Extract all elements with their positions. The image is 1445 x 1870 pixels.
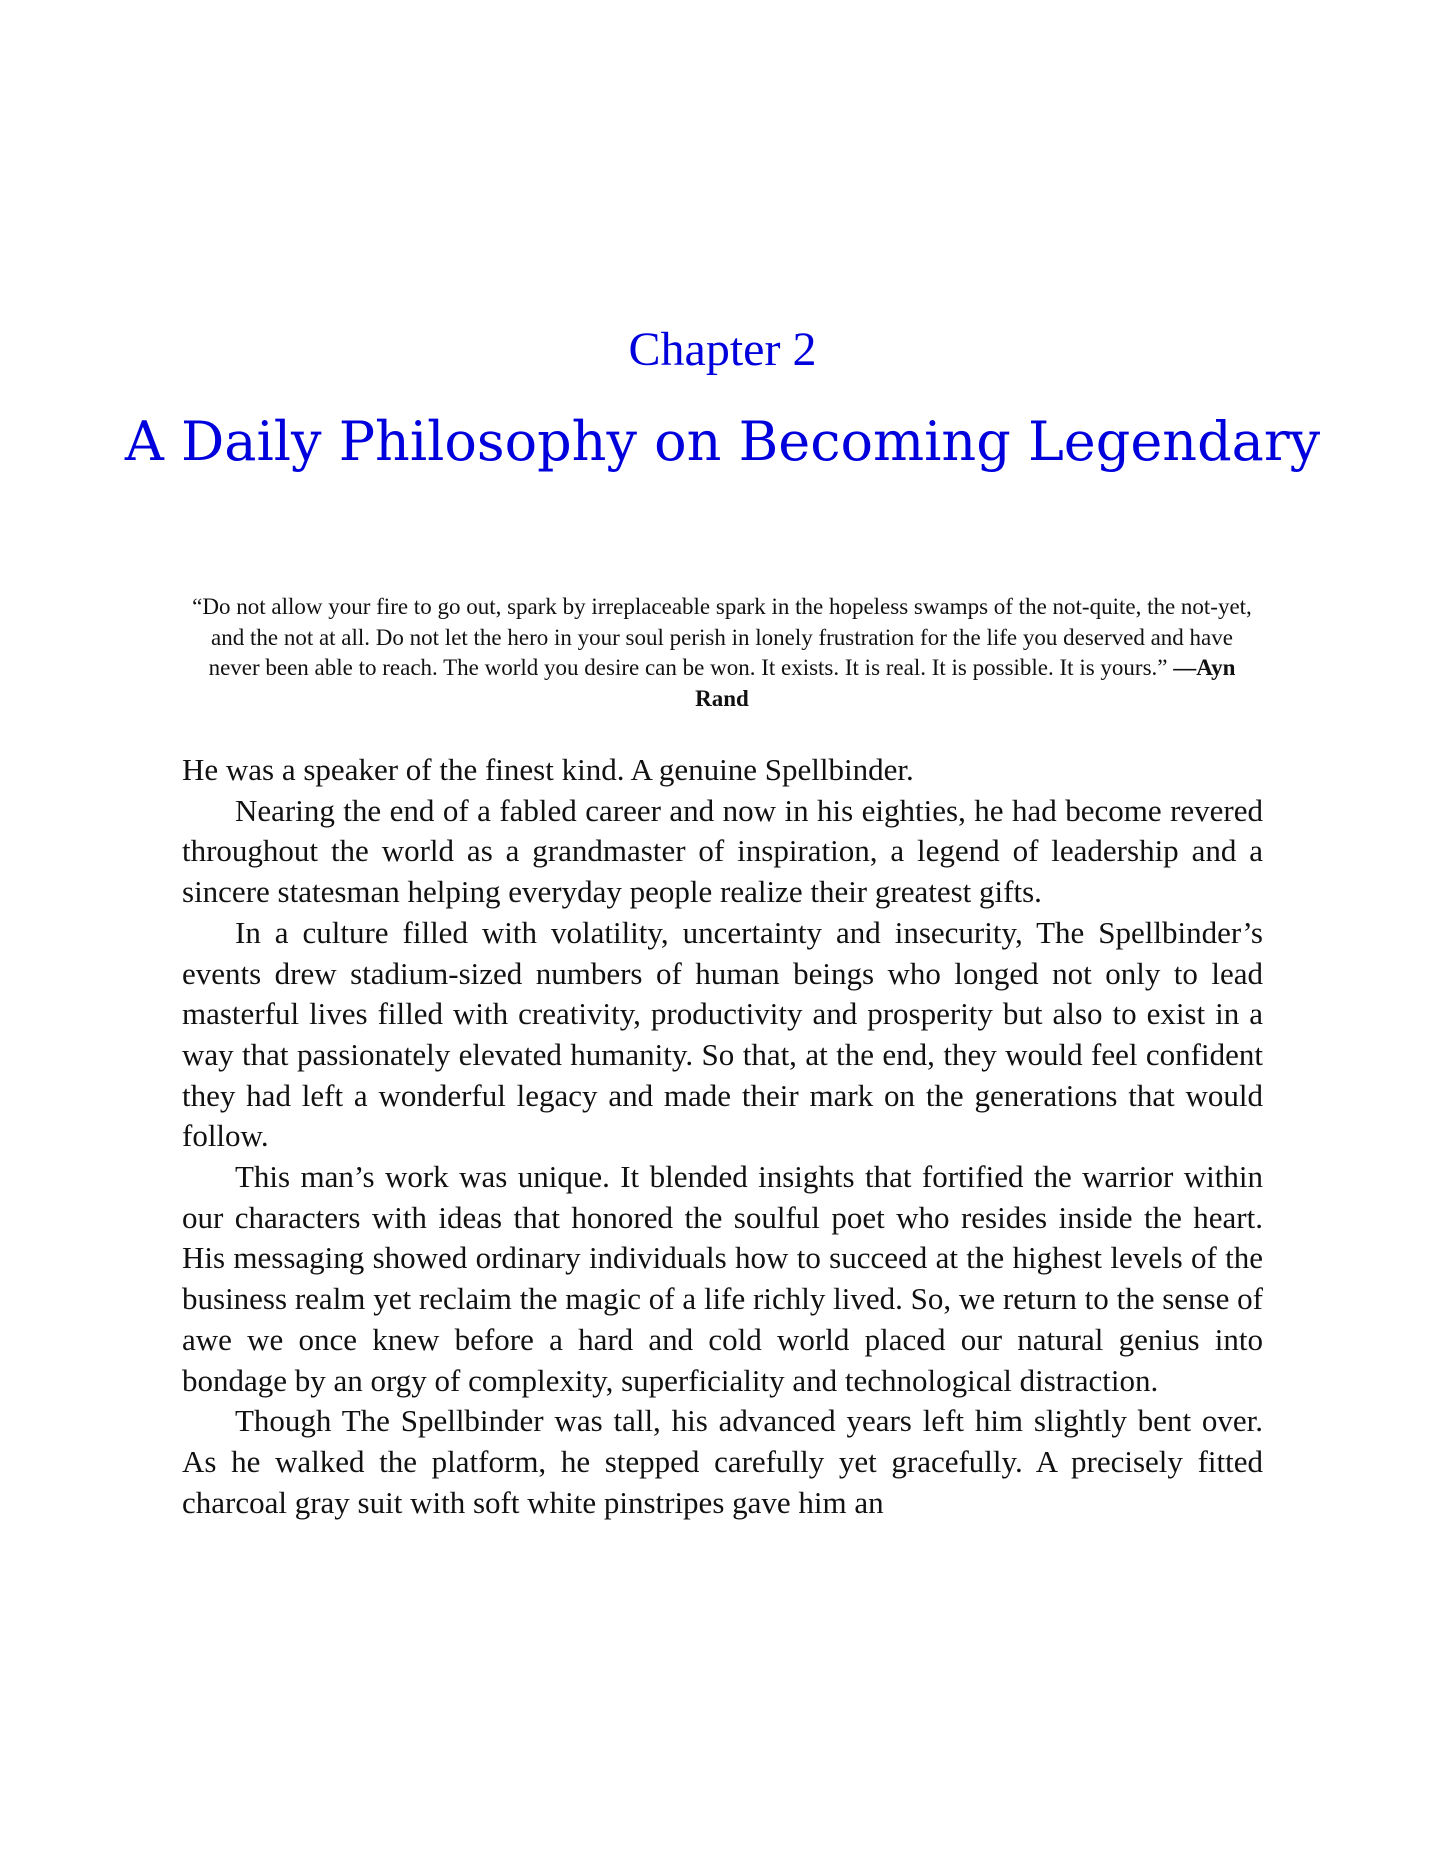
paragraph-3: In a culture filled with volatility, uncertainty and insecurity, The Spellbinder’s events drew stadium-sized numbers of human beings who longed not only to lead masterful lives filled with creativity, productivity and prosperity but also to exist in a way that passionately elevated humanity. So that, at the end, they would feel confident they had left a wonderful legacy and made their mark on the generations that would follow.	[182, 914, 1263, 1154]
epigraph	[188, 592, 1256, 714]
chapter-number: Chapter 2	[628, 323, 817, 376]
body-text	[182, 750, 1263, 1523]
chapter-title: A Daily Philosophy on Becoming Legendary	[124, 410, 1321, 473]
paragraph-4: This man’s work was unique. It blended insights that fortified the warrior within our characters with ideas that honored the soulful poet who resides inside the heart. His messaging showed ordinary individuals how to succeed at the highest levels of the business realm yet reclaim the magic of a life richly lived. So, we return to the sense of awe we once knew before a hard and cold world placed our natural genius into bondage by an orgy of complexity, superficiality and technological distraction.	[182, 1159, 1263, 1398]
paragraph-2: Nearing the end of a fabled career and now in his eighties, he had become revered throughout the world as a grandmaster of inspiration, a legend of leadership and a sincere statesman helping everyday people realize their greatest gifts.	[182, 792, 1263, 910]
paragraph-1: He was a speaker of the finest kind. A genuine Spellbinder.	[182, 752, 914, 787]
epigraph-attribution: —Ayn Rand	[695, 655, 1236, 711]
paragraph-5: Though The Spellbinder was tall, his advanced years left him slightly bent over. As he walked the platform, he stepped carefully yet gracefully. A precisely fitted charcoal gray suit with soft white pinstripes gave him an	[182, 1403, 1263, 1520]
epigraph-quote: “Do not allow your fire to go out, spark by irreplaceable spark in the hopeless swamps of the not-quite, the not-yet, and the not at all. Do not let the hero in your soul perish in lonely frustration for the life you deserved and have never been able to reach. The world you desire can be won. It exists. It is real. It is possible. It is yours.”	[192, 594, 1252, 680]
